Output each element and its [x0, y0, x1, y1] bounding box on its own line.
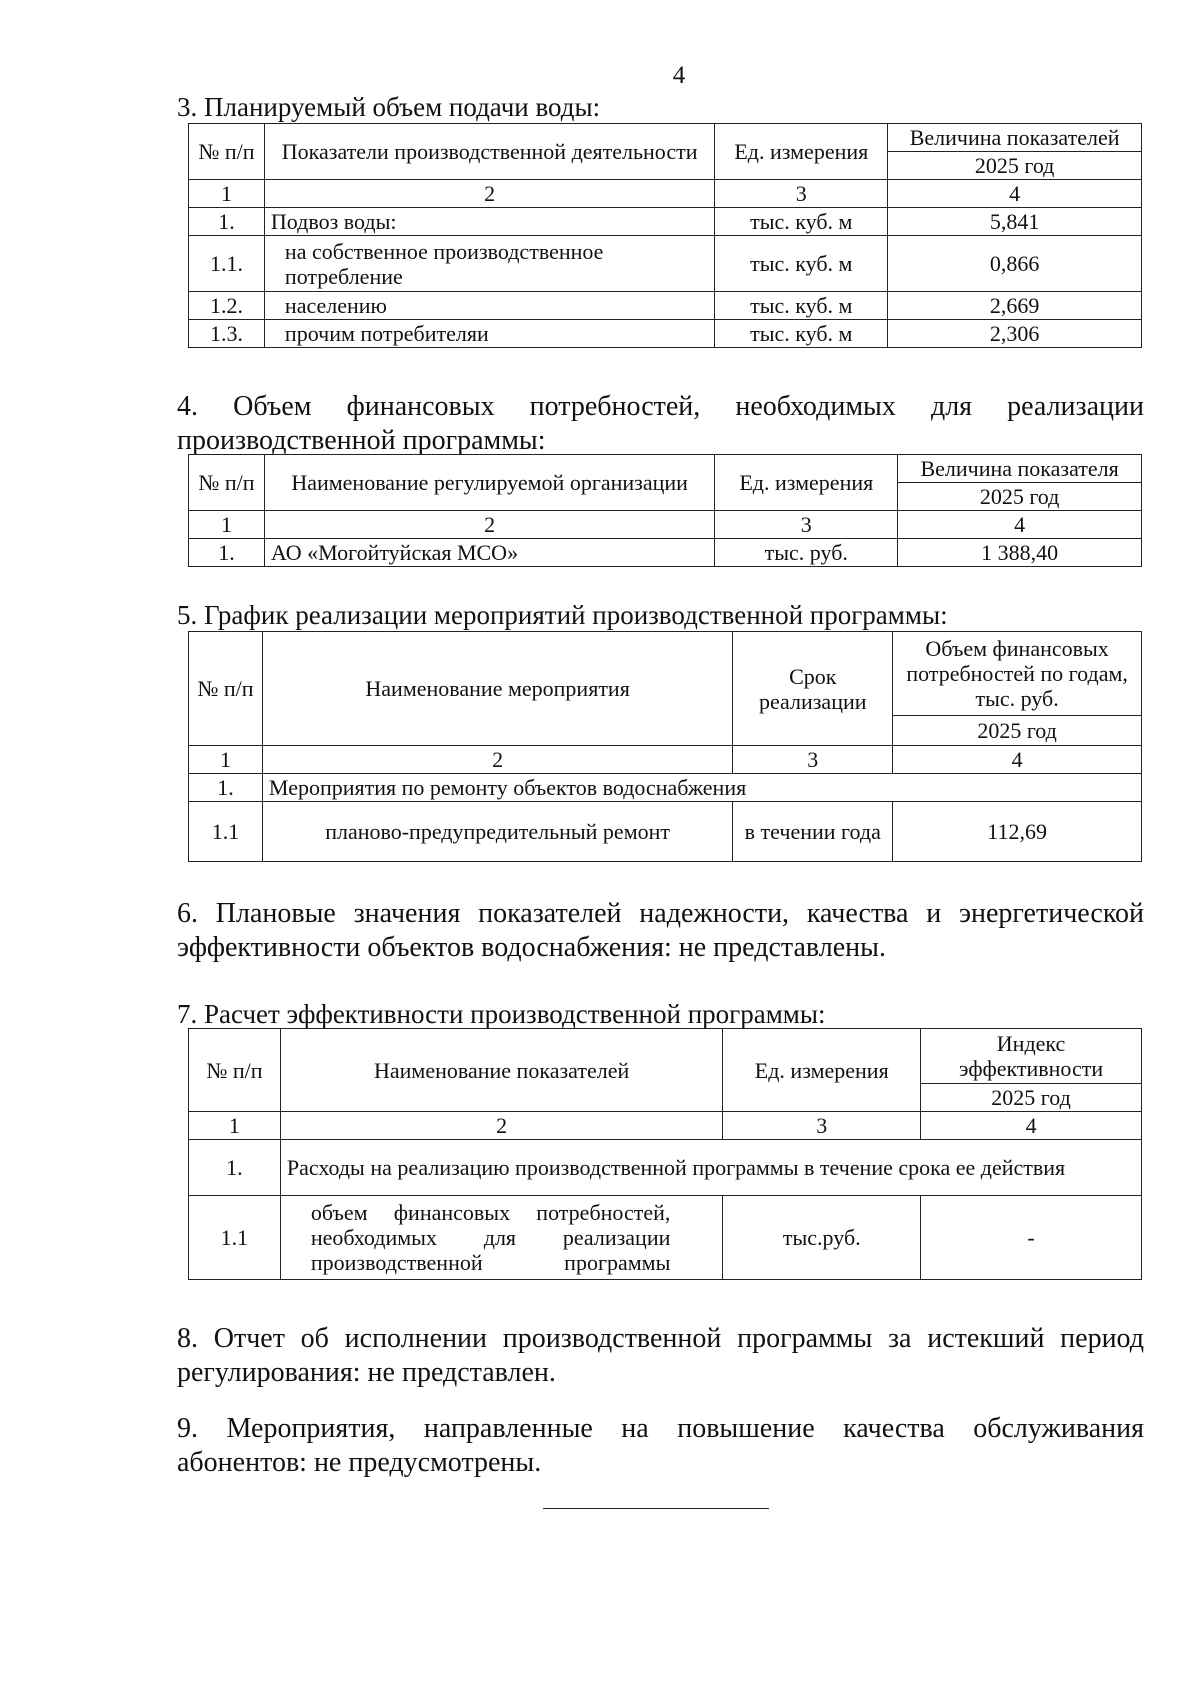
row-term: в течении года	[733, 802, 893, 862]
table-group-row	[189, 1140, 1142, 1196]
page-number: 4	[672, 62, 686, 89]
column-number: 1	[189, 746, 263, 774]
section-7-title: 7. Расчет эффективности производственной программы:	[177, 999, 826, 1029]
section-4-title: 4. Объем финансовых потребностей, необходимых для реализации производственной программы:	[177, 391, 1144, 456]
financial-needs-table	[188, 454, 1142, 567]
col-header-measure: Наименование мероприятия	[262, 632, 732, 746]
column-number: 4	[888, 180, 1142, 208]
col-header-value: Величина показателя	[898, 455, 1142, 483]
row-unit: тыс. куб. м	[715, 320, 888, 348]
col-header-year: 2025 год	[921, 1084, 1142, 1112]
row-unit: тыс.руб.	[723, 1196, 921, 1280]
schedule-table	[188, 631, 1142, 862]
row-value: 2,669	[888, 292, 1142, 320]
column-number: 2	[280, 1112, 723, 1140]
col-header-year: 2025 год	[893, 716, 1142, 746]
row-number: 1.	[189, 774, 263, 802]
row-indicator: прочим потребителяи	[264, 320, 714, 348]
row-number: 1.2.	[189, 292, 265, 320]
row-value: 0,866	[888, 236, 1142, 292]
col-header-unit: Ед. измерения	[723, 1029, 921, 1112]
row-value: 5,841	[888, 208, 1142, 236]
col-header-organization: Наименование регулируемой организации	[264, 455, 714, 511]
table-row	[189, 802, 1142, 862]
row-number: 1.	[189, 539, 265, 567]
row-unit: тыс. руб.	[715, 539, 898, 567]
row-value: 2,306	[888, 320, 1142, 348]
row-value: 1 388,40	[898, 539, 1142, 567]
col-header-value: Индекс эффективности	[921, 1029, 1142, 1084]
col-header-indicator: Показатели производственной деятельности	[264, 124, 714, 180]
column-number: 2	[264, 180, 714, 208]
column-number-row	[189, 1112, 1142, 1140]
row-number: 1.1.	[189, 236, 265, 292]
row-organization: АО «Могойтуйская МСО»	[264, 539, 714, 567]
row-unit: тыс. куб. м	[715, 236, 888, 292]
col-header-value: Объем финансовых потребностей по годам, тыс. руб.	[893, 632, 1142, 716]
column-number: 1	[189, 1112, 281, 1140]
row-measure: планово-предупредительный ремонт	[262, 802, 732, 862]
column-number: 3	[733, 746, 893, 774]
column-number: 4	[898, 511, 1142, 539]
column-number: 3	[715, 511, 898, 539]
table-group-row	[189, 774, 1142, 802]
row-number: 1.	[189, 1140, 281, 1196]
col-header-unit: Ед. измерения	[715, 455, 898, 511]
row-number: 1.1	[189, 1196, 281, 1280]
row-indicator: Подвоз воды:	[264, 208, 714, 236]
column-number: 3	[715, 180, 888, 208]
row-unit: тыс. куб. м	[715, 208, 888, 236]
group-title: Расходы на реализацию производственной программы в течение срока ее действия	[280, 1140, 1141, 1196]
column-number-row	[189, 746, 1142, 774]
col-header-number: № п/п	[189, 1029, 281, 1112]
col-header-number: № п/п	[189, 455, 265, 511]
table-row	[189, 236, 1142, 292]
column-number: 1	[189, 180, 265, 208]
column-number: 4	[893, 746, 1142, 774]
column-number-row	[189, 511, 1142, 539]
column-number-row	[189, 180, 1142, 208]
table-row	[189, 292, 1142, 320]
col-header-number: № п/п	[189, 632, 263, 746]
column-number: 3	[723, 1112, 921, 1140]
row-indicator: населению	[264, 292, 714, 320]
col-header-unit: Ед. измерения	[715, 124, 888, 180]
table-row	[189, 1196, 1142, 1280]
row-value: 112,69	[893, 802, 1142, 862]
efficiency-table	[188, 1028, 1142, 1280]
section-5-title: 5. График реализации мероприятий производственной программы:	[177, 600, 948, 630]
column-number: 4	[921, 1112, 1142, 1140]
col-header-year: 2025 год	[888, 152, 1142, 180]
row-unit: тыс. куб. м	[715, 292, 888, 320]
table-row	[189, 539, 1142, 567]
section-6-text: 6. Плановые значения показателей надежности, качества и энергетической эффективности объектов водоснабжения: не представлены.	[177, 898, 1144, 963]
col-header-year: 2025 год	[898, 483, 1142, 511]
col-header-value: Величина показателей	[888, 124, 1142, 152]
row-indicator: на собственное производственное потребление	[264, 236, 714, 292]
row-number: 1.1	[189, 802, 263, 862]
group-title: Мероприятия по ремонту объектов водоснабжения	[262, 774, 1141, 802]
column-number: 2	[262, 746, 732, 774]
column-number: 2	[264, 511, 714, 539]
table-row	[189, 320, 1142, 348]
col-header-indicator: Наименование показателей	[280, 1029, 723, 1112]
col-header-number: № п/п	[189, 124, 265, 180]
end-divider	[543, 1508, 769, 1509]
section-8-text: 8. Отчет об исполнении производственной программы за истекший период регулирования: не представлен.	[177, 1323, 1144, 1388]
column-number: 1	[189, 511, 265, 539]
row-number: 1.	[189, 208, 265, 236]
section-3-title: 3. Планируемый объем подачи воды:	[177, 92, 601, 122]
row-value: -	[921, 1196, 1142, 1280]
section-9-text: 9. Мероприятия, направленные на повышение качества обслуживания абонентов: не предусмотрены.	[177, 1413, 1144, 1478]
col-header-term: Срок реализации	[733, 632, 893, 746]
row-number: 1.3.	[189, 320, 265, 348]
row-indicator: объем финансовых потребностей, необходимых для реализации производственной программы	[280, 1196, 723, 1280]
water-supply-table	[188, 123, 1142, 348]
table-row	[189, 208, 1142, 236]
